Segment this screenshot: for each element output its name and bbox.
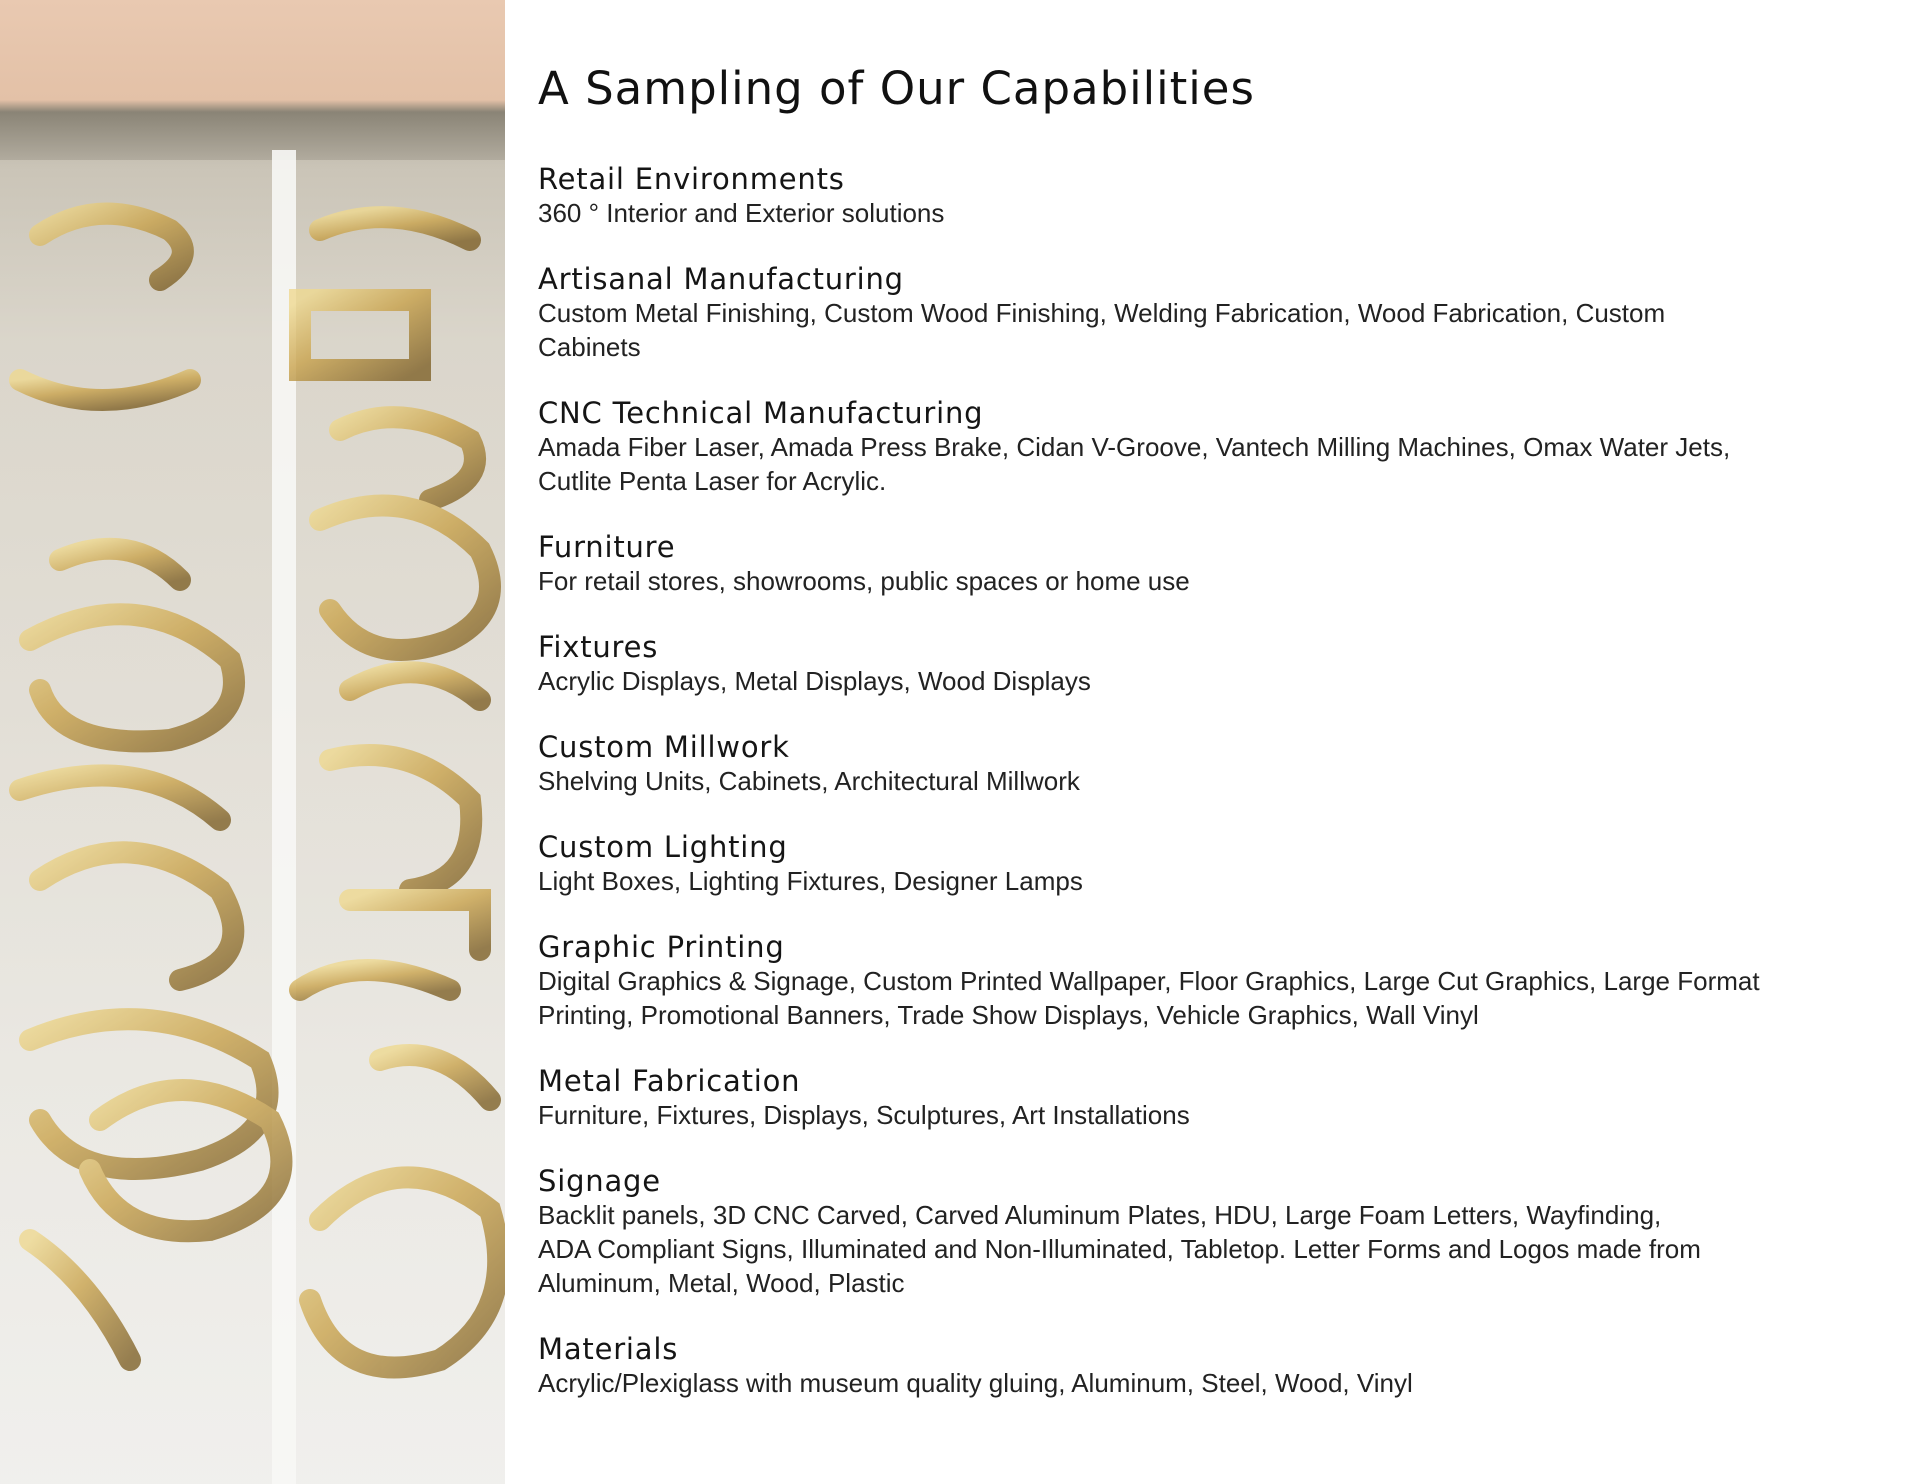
section-retail-environments (538, 162, 1868, 230)
body-line: Acrylic/Plexiglass with museum quality gluing, Aluminum, Steel, Wood, Vinyl (538, 1368, 1413, 1398)
body-line: Custom Metal Finishing, Custom Wood Finishing, Welding Fabrication, Wood Fabrication, Custom (538, 298, 1666, 328)
capabilities-content (538, 58, 1868, 1432)
brass-letters-photo (0, 0, 505, 1484)
section-heading: Furniture (538, 530, 676, 564)
section-body (538, 564, 1868, 598)
section-body (538, 664, 1868, 698)
body-line: Furniture, Fixtures, Displays, Sculptures, Art Installations (538, 1100, 1190, 1130)
section-heading: Graphic Printing (538, 930, 785, 964)
section-heading: Metal Fabrication (538, 1064, 801, 1098)
body-line: ADA Compliant Signs, Illuminated and Non-Illuminated, Tabletop. Letter Forms and Logos made from (538, 1234, 1701, 1264)
section-heading: Fixtures (538, 630, 659, 664)
body-line: 360 ° Interior and Exterior solutions (538, 198, 945, 228)
section-fixtures (538, 630, 1868, 698)
section-metal-fabrication (538, 1064, 1868, 1132)
section-body (538, 1098, 1868, 1132)
section-signage (538, 1164, 1868, 1300)
body-line: Acrylic Displays, Metal Displays, Wood Displays (538, 666, 1091, 696)
section-materials (538, 1332, 1868, 1400)
body-line: Digital Graphics & Signage, Custom Printed Wallpaper, Floor Graphics, Large Cut Graphics, Large Format (538, 966, 1760, 996)
section-body (538, 430, 1868, 498)
section-furniture (538, 530, 1868, 598)
section-custom-millwork (538, 730, 1868, 798)
body-line: Light Boxes, Lighting Fixtures, Designer Lamps (538, 866, 1083, 896)
section-heading: Materials (538, 1332, 679, 1366)
section-body (538, 964, 1868, 1032)
body-line: Cutlite Penta Laser for Acrylic. (538, 466, 887, 496)
section-heading: CNC Technical Manufacturing (538, 396, 984, 430)
section-heading: Artisanal Manufacturing (538, 262, 904, 296)
section-body (538, 196, 1868, 230)
body-line: Amada Fiber Laser, Amada Press Brake, Cidan V-Groove, Vantech Milling Machines, Omax Water Jets, (538, 432, 1731, 462)
section-heading: Signage (538, 1164, 661, 1198)
section-heading: Custom Lighting (538, 830, 788, 864)
body-line: Shelving Units, Cabinets, Architectural Millwork (538, 766, 1080, 796)
body-line: Printing, Promotional Banners, Trade Show Displays, Vehicle Graphics, Wall Vinyl (538, 1000, 1479, 1030)
section-body (538, 764, 1868, 798)
section-heading: Retail Environments (538, 162, 845, 196)
brass-letters-illustration (0, 0, 505, 1484)
section-heading: Custom Millwork (538, 730, 790, 764)
section-body (538, 1198, 1868, 1300)
body-line: Cabinets (538, 332, 641, 362)
section-graphic-printing (538, 930, 1868, 1032)
body-line: For retail stores, showrooms, public spaces or home use (538, 566, 1190, 596)
section-body (538, 296, 1868, 364)
section-custom-lighting (538, 830, 1868, 898)
body-line: Backlit panels, 3D CNC Carved, Carved Aluminum Plates, HDU, Large Foam Letters, Wayfinding, (538, 1200, 1662, 1230)
section-cnc-technical-manufacturing (538, 396, 1868, 498)
page-title: A Sampling of Our Capabilities (538, 62, 1255, 115)
body-line: Aluminum, Metal, Wood, Plastic (538, 1268, 905, 1298)
section-artisanal-manufacturing (538, 262, 1868, 364)
section-body (538, 864, 1868, 898)
section-body (538, 1366, 1868, 1400)
